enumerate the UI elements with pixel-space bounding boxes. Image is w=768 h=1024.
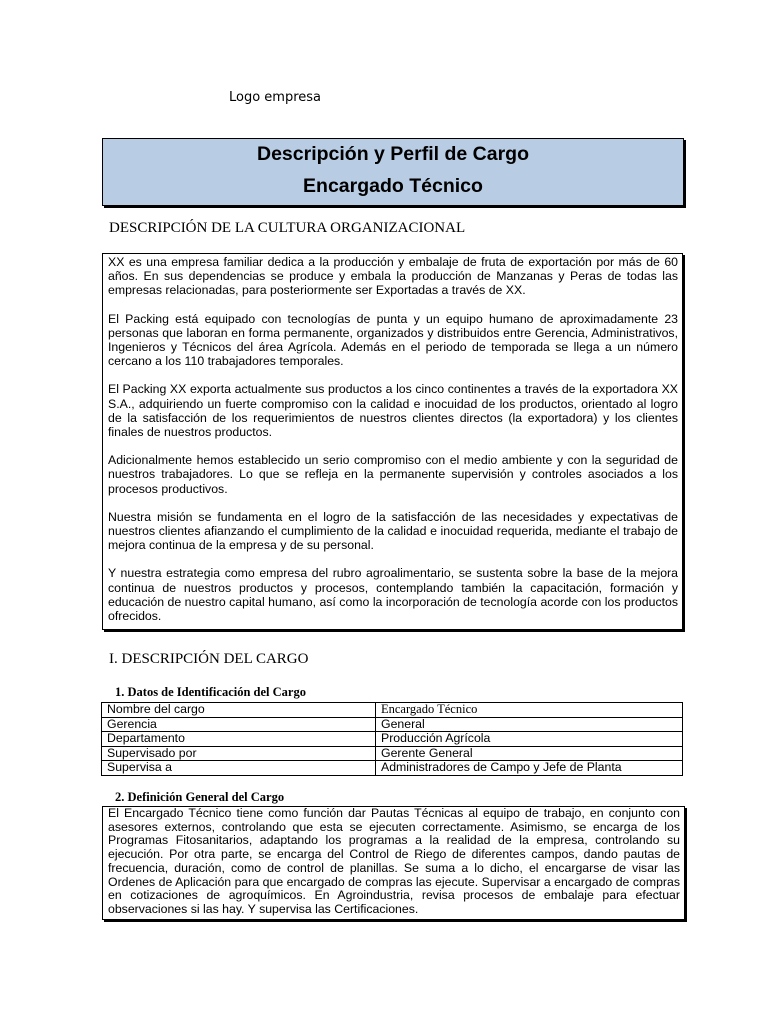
culture-paragraph: El Packing está equipado con tecnologías de punta y un equipo humano de aproximadamente 23 personas que laboran en forma permanente, organizados y distribuidos entre Gerencia, Administrativos, Ingenieros y Técnicos del área Agrícola. Además en el periodo de temporada se llega a un número cercano a los 110 trabajadores temporales.	[108, 311, 678, 369]
culture-paragraph: Nuestra misión se fundamenta en el logro de la satisfacción de las necesidades y expectativas de nuestros clientes afianzando el cumplimiento de la calidad e inocuidad requerida, mediante el trabajo de mejora continua de la empresa y de su personal.	[108, 509, 678, 553]
table-cell-label: Gerencia	[102, 717, 376, 732]
identification-table	[101, 702, 683, 776]
table-cell-value: Gerente General	[376, 746, 683, 761]
table-row	[102, 746, 683, 761]
logo-placeholder: Logo empresa	[229, 90, 322, 105]
table-cell-value: Administradores de Campo y Jefe de Planta	[376, 761, 683, 776]
document-title: Descripción y Perfil de Cargo	[256, 143, 529, 165]
culture-text-box	[102, 253, 683, 630]
table-cell-label: Supervisa a	[102, 761, 376, 776]
title-banner	[102, 138, 684, 206]
table-cell-value: Producción Agrícola	[376, 732, 683, 747]
table-row	[102, 717, 683, 732]
table-cell-label: Departamento	[102, 732, 376, 747]
table-cell-value: Encargado Técnico	[376, 703, 683, 718]
culture-paragraph: XX es una empresa familiar dedica a la producción y embalaje de fruta de exportación por más de 60 años. En sus dependencias se produce y embala la producción de Manzanas y Peras de todas las empresas relacionadas, para posteriormente ser Exportadas a través de XX.	[108, 255, 678, 298]
definition-text-box: El Encargado Técnico tiene como función dar Pautas Técnicas al equipo de trabajo, en conjunto con asesores externos, controlando que esta se ejecuten correctamente. Asimismo, se encarga de los Programas Fitosanitarios, adaptando los programas a la realidad de la empresa, controlando su ejecución. Por otra parte, se encarga del Control de Riego de diferentes campos, dando pautas de frecuencia, duración, como de control de planillas. Se suma a lo dicho, el encargarse de visar las Ordenes de Aplicación para que encargado de compras las ejecute. Supervisar a encargado de compras en cotizaciones de agroquímicos. En Agroindustria, revisa procesos de embalaje para efectuar observaciones si las hay. Y supervisa las Certificaciones.	[102, 806, 685, 920]
table-row	[102, 732, 683, 747]
table-cell-value: General	[376, 717, 683, 732]
culture-paragraph: El Packing XX exporta actualmente sus productos a los cinco continentes a través de la exportadora XX S.A., adquiriendo un fuerte compromiso con la calidad e inocuidad de los productos, orientado al logro de la satisfacción de los requerimientos de nuestros clientes directos (la exportadora) y los clientes finales de nuestros productos.	[108, 382, 678, 440]
identification-heading: 1. Datos de Identificación del Cargo	[115, 685, 306, 699]
table-row	[102, 703, 683, 718]
table-cell-label: Nombre del cargo	[102, 703, 376, 718]
definition-heading: 2. Definición General del Cargo	[115, 790, 285, 804]
table-cell-label: Supervisado por	[102, 746, 376, 761]
section-heading-job-description: I. DESCRIPCIÓN DEL CARGO	[109, 651, 309, 667]
culture-heading: DESCRIPCIÓN DE LA CULTURA ORGANIZACIONAL	[109, 220, 466, 236]
job-title: Encargado Técnico	[303, 175, 483, 197]
culture-paragraph: Adicionalmente hemos establecido un serio compromiso con el medio ambiente y con la seguridad de nuestros trabajadores. Lo que se refleja en la permanente supervisión y controles asociados a los procesos productivos.	[108, 453, 678, 496]
table-row	[102, 761, 683, 776]
culture-paragraph: Y nuestra estrategia como empresa del rubro agroalimentario, se sustenta sobre la base de la mejora continua de nuestros productos y procesos, contemplando también la capacitación, formación y educación de nuestro capital humano, así como la incorporación de tecnología acorde con los productos ofrecidos.	[108, 566, 678, 624]
